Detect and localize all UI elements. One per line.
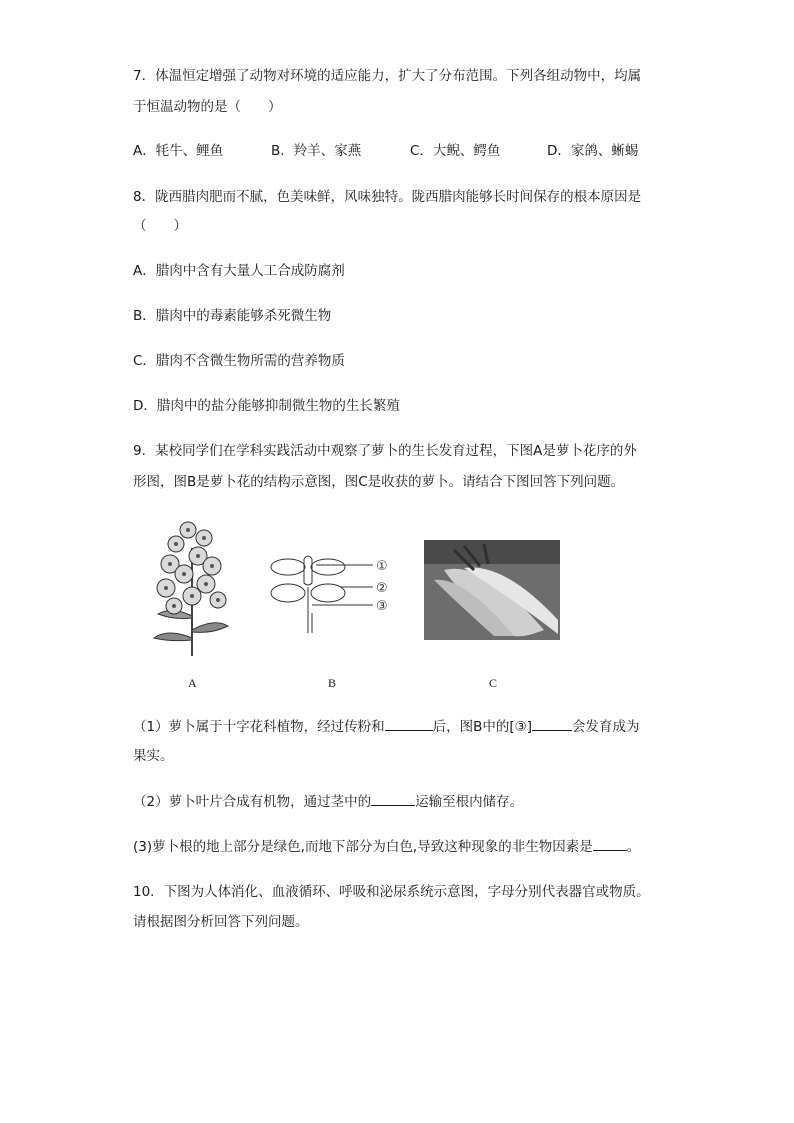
q9-sub1-text-a: （1）萝卜属于十字花科植物，经过传粉和 [133, 719, 385, 735]
q9-sub1-text-b: 后，图B中的[③] [432, 719, 532, 735]
figure-b-label: B [328, 676, 337, 690]
q9-sub2-text-b: 运输至根内储存。 [415, 794, 524, 810]
q8-option-d: D．腊肉中的盐分能够抑制微生物的生长繁殖 [133, 398, 400, 414]
q7-stem-line1: 7．体温恒定增强了动物对环境的适应能力，扩大了分布范围。下列各组动物中，均属 [133, 68, 642, 84]
q9-sub1-text-c: 会发育成为 [572, 719, 640, 735]
q9-sub3-blank[interactable] [593, 836, 627, 851]
q9-sub3-text-a: (3)萝卜根的地上部分是绿色,而地下部分为白色,导致这种现象的非生物因素是 [133, 839, 593, 855]
q8-option-a: A．腊肉中含有大量人工合成防腐剂 [133, 263, 345, 279]
q7-stem-line2: 于恒温动物的是（ ） [133, 99, 282, 115]
q9-sub1-blank-2[interactable] [532, 716, 572, 731]
q7-option-a: A．牦牛、鲤鱼 [133, 143, 224, 159]
q9-sub1-line1 [133, 716, 640, 737]
figure-a-label: A [188, 676, 197, 690]
q10-stem-line2: 请根据图分析回答下列问题。 [133, 914, 309, 930]
figure-c-radish-photo [424, 540, 560, 640]
figure-b-marker-1: ① [376, 559, 388, 574]
q9-sub1-blank-1[interactable] [385, 716, 433, 731]
figure-b-marker-2: ② [376, 581, 388, 596]
q8-option-b: B．腊肉中的毒素能够杀死微生物 [133, 308, 332, 324]
q9-sub3-line [133, 836, 640, 857]
figure-c-label: C [489, 676, 498, 690]
q9-sub2-blank[interactable] [371, 791, 415, 806]
q8-option-c: C．腊肉不含微生物所需的营养物质 [133, 353, 345, 369]
figure-a-radish-inflorescence [148, 518, 234, 660]
q9-sub1-line2: 果实。 [133, 748, 174, 764]
q9-sub2-text-a: （2）萝卜叶片合成有机物，通过茎中的 [133, 794, 372, 810]
q9-sub3-text-b: 。 [626, 839, 641, 855]
q8-stem-line2: （ ） [133, 218, 187, 234]
figure-b-flower-structure [268, 553, 398, 638]
figure-b-marker-3: ③ [376, 599, 388, 614]
q7-option-c: C．大鲵、鳄鱼 [410, 143, 501, 159]
q9-stem-line2: 形图，图B是萝卜花的结构示意图，图C是收获的萝卜。请结合下图回答下列问题。 [133, 474, 625, 490]
q8-stem-line1: 8．陇西腊肉肥而不腻，色美味鲜，风味独特。陇西腊肉能够长时间保存的根本原因是 [133, 189, 642, 205]
q9-stem-line1: 9．某校同学们在学科实践活动中观察了萝卜的生长发育过程，下图A是萝卜花序的外 [133, 443, 637, 459]
q9-sub2-line [133, 791, 523, 812]
q7-option-d: D．家鸽、蜥蜴 [547, 143, 639, 159]
q7-option-b: B．羚羊、家燕 [271, 143, 362, 159]
q10-stem-line1: 10．下图为人体消化、血液循环、呼吸和泌尿系统示意图，字母分别代表器官或物质。 [133, 884, 650, 900]
